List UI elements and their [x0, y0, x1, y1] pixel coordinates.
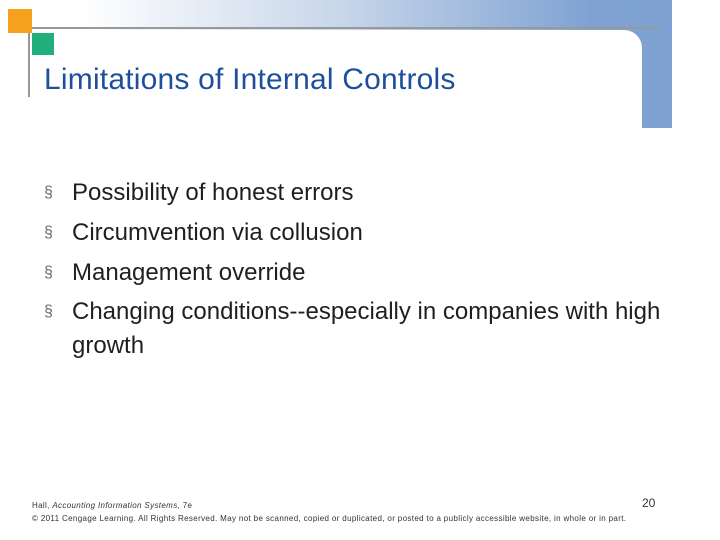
bullet-marker-icon: § — [44, 184, 53, 201]
page-number: 20 — [642, 496, 656, 510]
footer-edition: , 7e — [177, 501, 193, 510]
header-divider-horizontal — [28, 27, 660, 29]
bullet-text: Circumvention via collusion — [72, 219, 363, 246]
header-divider-vertical — [28, 27, 30, 97]
bullet-marker-icon: § — [44, 224, 53, 241]
bullet-text: Management override — [72, 259, 306, 286]
bullet-item — [44, 295, 664, 363]
footer-book-title: Accounting Information Systems — [52, 501, 178, 510]
bullet-list — [44, 175, 664, 367]
footer-author: Hall, — [32, 501, 53, 510]
orange-square-decoration — [8, 9, 32, 33]
bullet-text: Changing conditions--especially in companies with high growth — [72, 298, 661, 359]
footer-copyright: © 2011 Cengage Learning. All Rights Reserved. May not be scanned, copied or duplicated, or posted to a publicly accessible website, in whole or in part. — [32, 514, 627, 523]
bullet-item — [44, 175, 664, 211]
footer-credit — [32, 501, 192, 510]
bullet-marker-icon: § — [44, 264, 53, 281]
bullet-text: Possibility of honest errors — [72, 179, 354, 206]
bullet-item — [44, 215, 664, 251]
bullet-item — [44, 255, 664, 291]
bullet-marker-icon: § — [44, 303, 53, 320]
green-square-decoration — [32, 33, 54, 55]
slide-title: Limitations of Internal Controls — [44, 63, 456, 96]
